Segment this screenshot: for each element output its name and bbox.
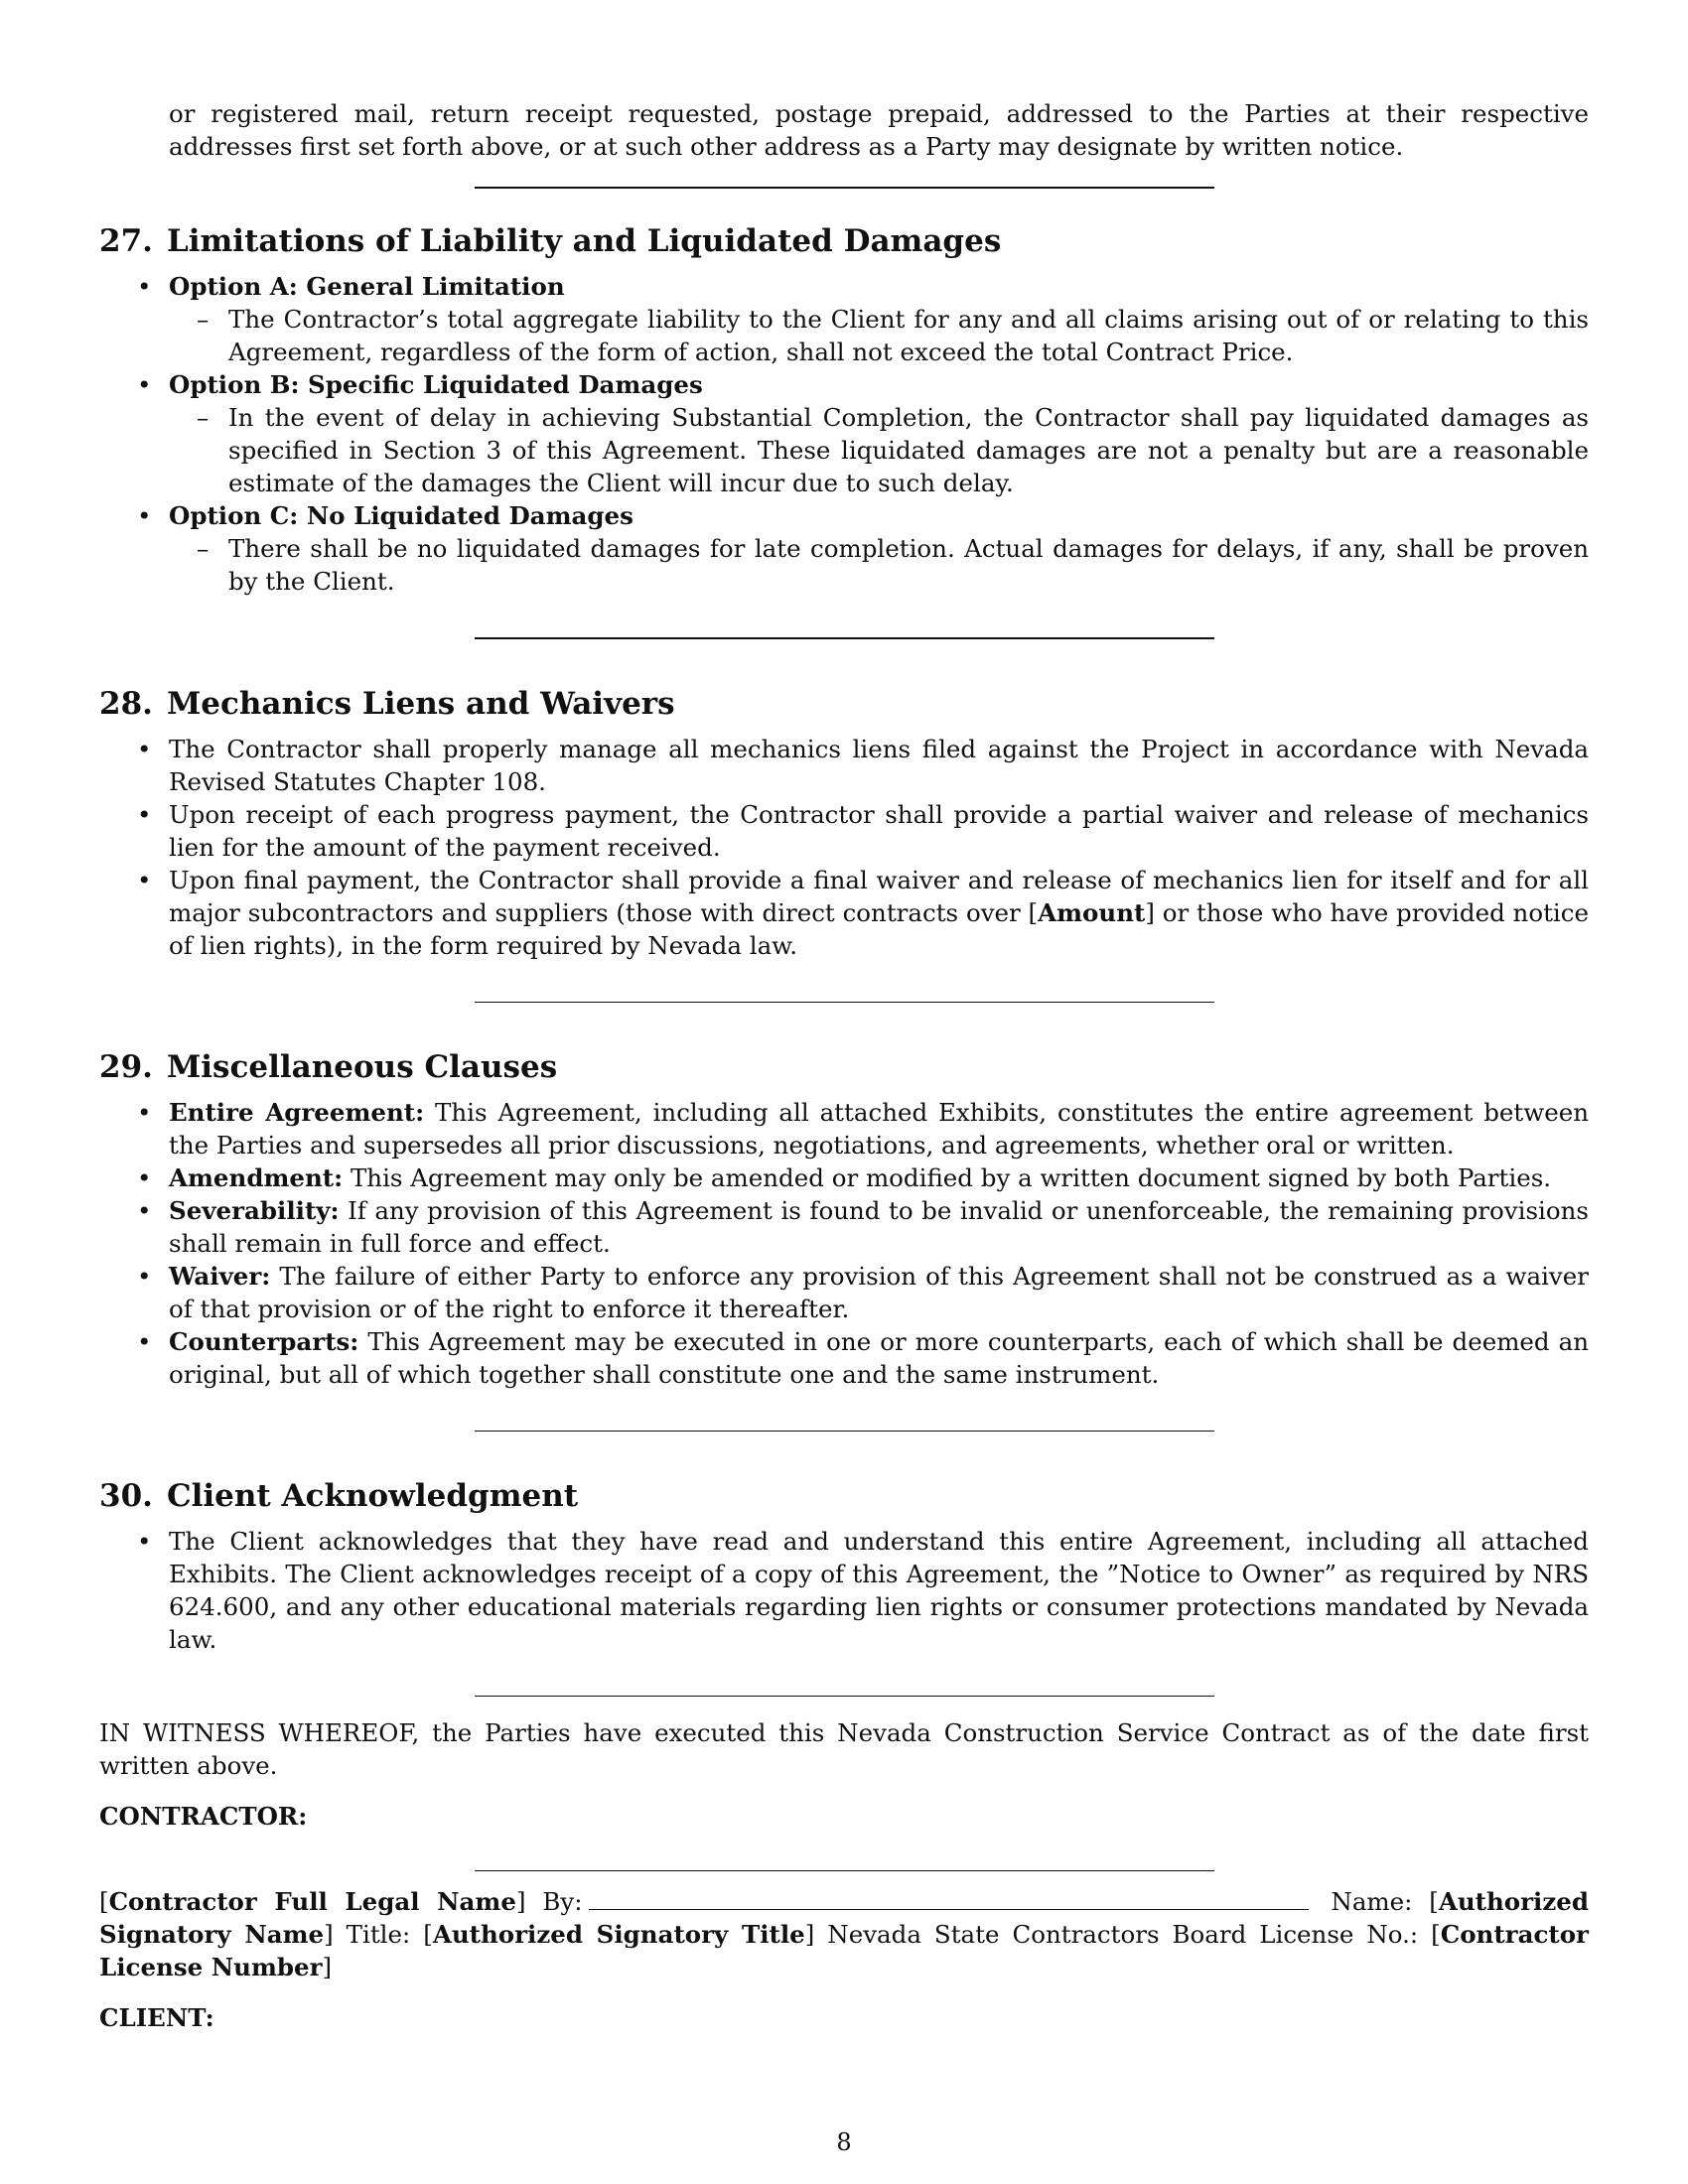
client-heading: CLIENT: [99,2003,214,2032]
section-27-list [99,270,1589,598]
sub-list [99,401,1589,499]
list-item [99,499,1589,598]
license-label: Nevada State Contractors Board License No.: [827,1920,1419,1949]
section-30-list [99,1525,1589,1656]
section-27-heading [99,222,1589,260]
clause-term: Waiver: [169,1262,271,1291]
sub-list-item: – There shall be no liquidated damages for late completion. Actual damages for delays, if any, shall be proven by the Client. [99,532,1589,598]
clause-text: This Agreement, including all attached Exhibits, constitutes the entire agreement between the Parties and supersedes all prior discussions, negotiations, and agreements, whether oral or written. [169,1098,1589,1160]
contractor-signature-block: [Contractor Full Legal Name] By: Name: [Authorized Signatory Name] Title: [Authorized Signatory Title] Nevada State Contractors Board License No.: [Contractor License Number] [99,1887,1589,1981]
list-item [99,1325,1589,1391]
list-item [99,270,1589,368]
section-title: Mechanics Liens and Waivers [166,686,675,722]
amount-placeholder: Amount [1038,898,1146,927]
list-item [99,368,1589,499]
section-28-list [99,733,1589,962]
clause-text: This Agreement may only be amended or modified by a written document signed by both Parties. [343,1163,1552,1192]
sub-list [99,532,1589,598]
signature-line[interactable] [589,1885,1309,1910]
clause-term: Severability: [169,1196,340,1225]
section-divider [475,637,1214,639]
clause-text: If any provision of this Agreement is found to be invalid or unenforceable, the remaining provisions shall remain in full force and effect. [169,1196,1589,1258]
clause-term: Counterparts: [169,1327,359,1356]
sub-list-item: – In the event of delay in achieving Substantial Completion, the Contractor shall pay liquidated damages as specified in Section 3 of this Agreement. These liquidated damages are not a penalty but are a reasonable estimate of the damages the Client will incur due to such delay. [99,401,1589,499]
section-divider [475,1431,1214,1432]
contractor-heading: CONTRACTOR: [99,1802,308,1831]
option-label: Option B: Specific Liquidated Damages [169,370,703,399]
clause-text: The failure of either Party to enforce any provision of this Agreement shall not be construed as a waiver of that provision or of the right to enforce it thereafter. [169,1262,1589,1323]
clause-text: This Agreement may be executed in one or more counterparts, each of which shall be deemed an original, but all of which together shall constitute one and the same instrument. [169,1327,1589,1389]
section-divider [475,1870,1214,1871]
by-label: By: [542,1887,583,1916]
section-28-heading [99,685,1589,723]
section-number: 30. [99,1478,153,1514]
list-item [99,1096,1589,1161]
list-item-text: Upon final payment, the Contractor shall provide a final waiver and release of mechanics lien for itself and for all major subcontractors and suppliers (those with direct contracts over [ [169,866,1589,927]
section-number: 27. [99,223,153,259]
section-29-heading [99,1048,1589,1086]
section-29-list [99,1096,1589,1391]
list-item: • The Client acknowledges that they have read and understand this entire Agreement, including all attached Exhibits. The Client acknowledges receipt of a copy of this Agreement, the ”Notice to Owner” as required by NRS 624.600, and any other educational materials regarding lien rights or consumer protections mandated by Nevada law. [99,1525,1589,1656]
section-number: 29. [99,1049,153,1085]
contractor-legal-name: Contractor Full Legal Name [108,1887,516,1916]
witness-paragraph: IN WITNESS WHEREOF, the Parties have executed this Nevada Construction Service Contract as of the date first written above. [99,1718,1589,1780]
license-number: Contractor License Number [99,1920,1589,1981]
clause-term: Amendment: [169,1163,344,1192]
section-30-heading [99,1477,1589,1515]
section-title: Client Acknowledgment [166,1478,579,1514]
document-page [99,97,1589,2034]
option-label: Option A: General Limitation [169,272,565,301]
section-title: Limitations of Liability and Liquidated Damages [166,223,1002,259]
signatory-name: Authorized Signatory Name [99,1887,1589,1949]
section-divider [475,187,1214,189]
list-item: • Upon receipt of each progress payment, the Contractor shall provide a partial waiver and release of mechanics lien for the amount of the payment received. [99,798,1589,864]
name-label: Name: [1331,1887,1413,1916]
list-item [99,1161,1589,1194]
section-title: Miscellaneous Clauses [166,1049,558,1085]
signatory-title: Authorized Signatory Title [432,1920,805,1949]
option-label: Option C: No Liquidated Damages [169,501,633,530]
list-item [99,1260,1589,1325]
list-item: • The Contractor shall properly manage all mechanics liens filed against the Project in accordance with Nevada Revised Statutes Chapter 108. [99,733,1589,798]
list-item-text: ] or those who have provided notice of lien rights), in the form required by Nevada law. [169,898,1589,960]
title-label: Title: [346,1920,411,1949]
page-number: 8 [836,2128,852,2156]
list-item [99,1194,1589,1260]
list-item [99,864,1589,962]
sub-list [99,303,1589,368]
section-divider [475,1696,1214,1697]
sub-list-item: – The Contractor’s total aggregate liability to the Client for any and all claims arising out of or relating to this Agreement, regardless of the form of action, shall not exceed the total Contract Price. [99,303,1589,368]
section-divider [475,1002,1214,1003]
intro-paragraph: or registered mail, return receipt requested, postage prepaid, addressed to the Parties at their respective addresses first set forth above, or at such other address as a Party may designate by written notice. [169,99,1589,161]
section-number: 28. [99,686,153,722]
clause-term: Entire Agreement: [169,1098,425,1127]
